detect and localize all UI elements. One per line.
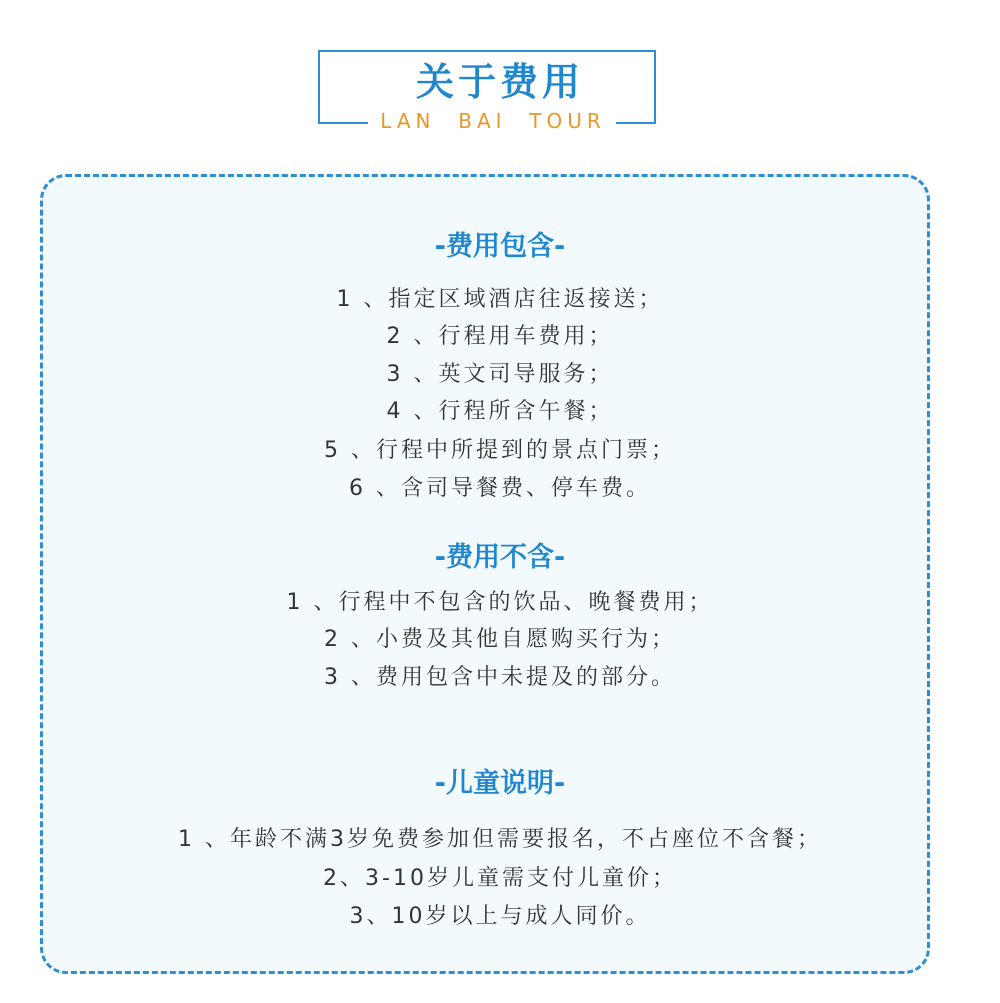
- list-item: 2、3-10岁儿童需支付儿童价；: [323, 866, 677, 891]
- subtitle-divider-right: [616, 122, 656, 124]
- page-subtitle: LAN BAI TOUR: [380, 109, 606, 133]
- list-item: 1 、行程中不包含的饮品、晚餐费用；: [286, 590, 714, 615]
- page-title: 关于费用: [415, 60, 584, 104]
- subtitle-divider-left: [318, 122, 368, 124]
- list-item: 6 、含司导餐费、停车费。: [349, 476, 651, 501]
- list-item: 5 、行程中所提到的景点门票；: [324, 438, 676, 463]
- list-item: 4 、行程所含午餐；: [386, 399, 614, 424]
- list-item: 1 、指定区域酒店往返接送；: [336, 287, 664, 312]
- section-heading-excluded: -费用不含-: [434, 542, 566, 573]
- list-item: 1 、年龄不满3岁免费参加但需要报名，不占座位不含餐；: [178, 827, 822, 852]
- list-item: 3 、费用包含中未提及的部分。: [324, 665, 676, 690]
- section-heading-children: -儿童说明-: [434, 768, 566, 799]
- list-item: 3、10岁以上与成人同价。: [349, 904, 651, 929]
- list-item: 2 、行程用车费用；: [386, 324, 614, 349]
- subtitle-row: [318, 108, 656, 134]
- list-item: 3 、英文司导服务；: [386, 362, 614, 387]
- list-item: 2 、小费及其他自愿购买行为；: [324, 627, 676, 652]
- section-heading-included: -费用包含-: [434, 231, 566, 262]
